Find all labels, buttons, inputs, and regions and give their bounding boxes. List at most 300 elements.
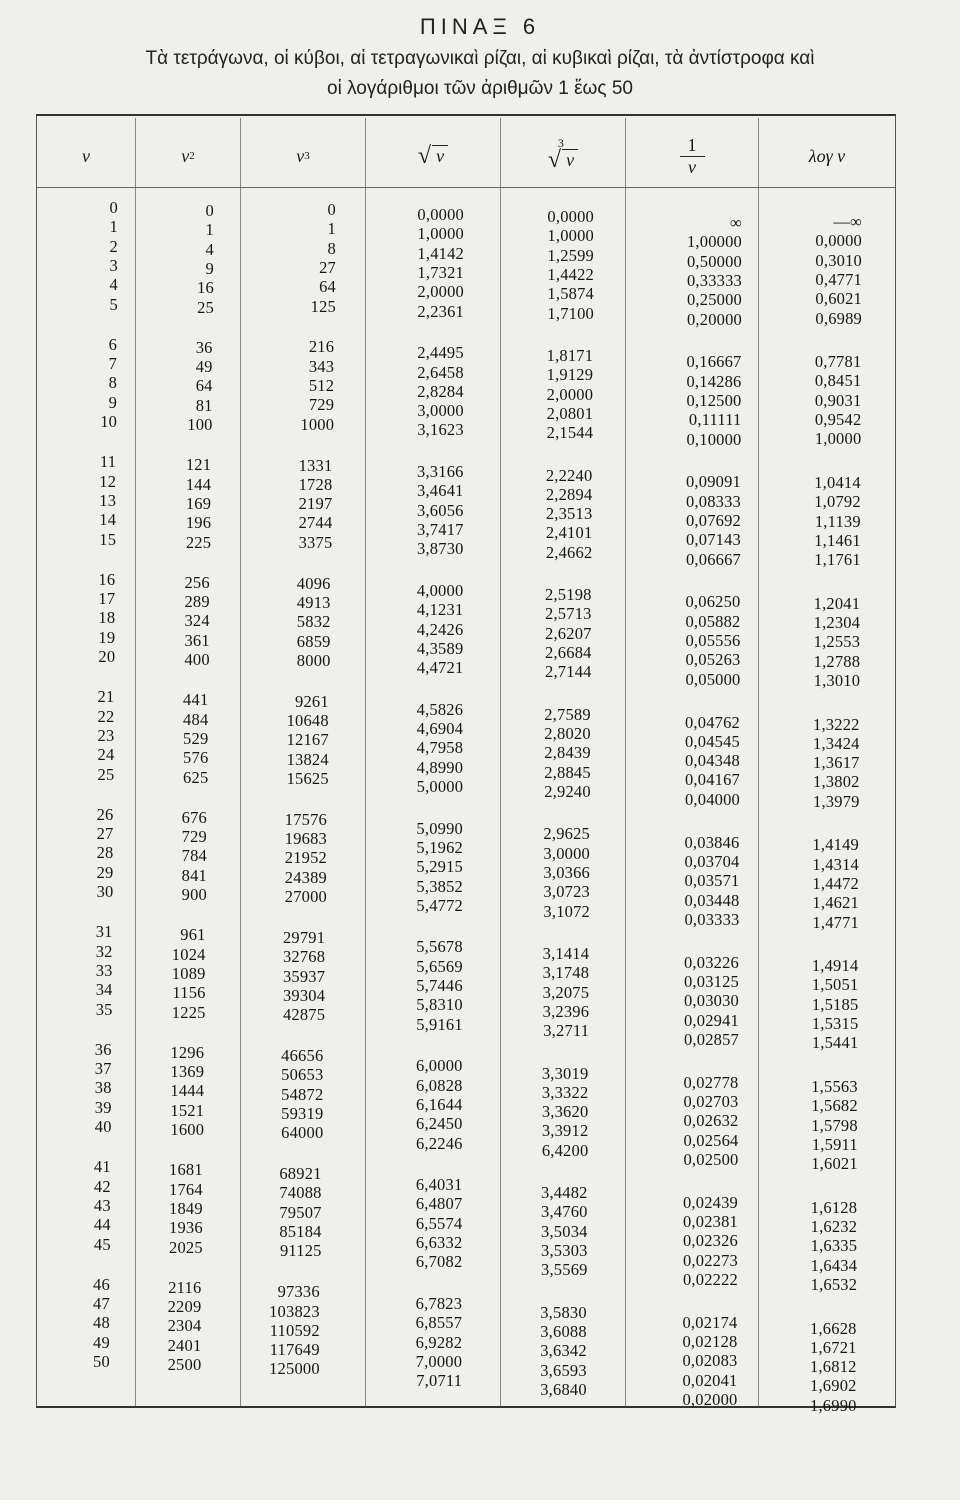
- cell-cube: 27: [319, 257, 336, 277]
- cell-n: 5: [109, 294, 118, 314]
- cell-logarithm: 0,9031: [814, 390, 862, 410]
- cell-square-root: 2,4495: [417, 343, 464, 363]
- cell-square: 729: [181, 827, 207, 847]
- cell-square: 9: [205, 258, 214, 278]
- cell-cube-root: 1,0000: [547, 226, 594, 246]
- cell-square-root: 6,1644: [416, 1094, 463, 1114]
- cell-square: 1521: [170, 1100, 205, 1120]
- cell-n: 27: [96, 824, 114, 844]
- cell-reciprocal: 0,06250: [685, 592, 741, 612]
- cell-square-root: 6,2246: [416, 1133, 463, 1153]
- cell-square-root: 4,3589: [416, 638, 464, 658]
- header-n-label: ν: [82, 145, 90, 166]
- column-divider: [500, 118, 501, 1406]
- cell-square: 49: [195, 357, 213, 377]
- header-n: [37, 126, 135, 186]
- cell-square: 25: [197, 297, 214, 317]
- cell-logarithm: 1,5441: [811, 1033, 859, 1053]
- cell-logarithm: 1,4472: [812, 873, 859, 893]
- cell-cube: 4913: [296, 592, 331, 612]
- cell-logarithm: 1,1461: [814, 530, 861, 550]
- cell-square: 289: [184, 592, 210, 612]
- cell-reciprocal: 0,07143: [685, 530, 741, 550]
- cell-cube-root: 3,5034: [541, 1221, 588, 1241]
- cell-n: 0: [109, 198, 118, 217]
- cell-square-root: 1,4142: [417, 243, 464, 263]
- cell-square-root: 6,8557: [415, 1313, 463, 1333]
- cell-square-root: 6,4807: [415, 1194, 463, 1214]
- cell-square: 625: [183, 767, 209, 787]
- cell-cube: 117649: [269, 1340, 320, 1360]
- cell-reciprocal: 0,02174: [682, 1312, 738, 1332]
- table-subtitle-line-1: Τὰ τετράγωνα, οἱ κύβοι, αἱ τετραγωνικαὶ ρίζαι, αἱ κυβικαὶ ρίζαι, τὰ ἀντίστροφα καὶ: [145, 48, 815, 69]
- cell-reciprocal: 0,04545: [684, 731, 740, 751]
- cell-logarithm: 1,6812: [810, 1357, 857, 1377]
- cell-square: 841: [181, 865, 207, 885]
- cell-cube-root: 1,9129: [546, 365, 594, 385]
- cell-cube: 19683: [284, 829, 327, 849]
- cell-reciprocal: 0,03846: [684, 832, 740, 852]
- cell-reciprocal: 0,25000: [686, 290, 742, 310]
- cell-n: 11: [99, 452, 117, 472]
- cell-cube: 2197: [298, 494, 333, 514]
- cell-logarithm: 1,3802: [813, 772, 860, 792]
- cell-square-root: 6,4031: [415, 1175, 463, 1195]
- cell-logarithm: 1,4914: [811, 956, 859, 976]
- cell-square: 784: [181, 846, 207, 866]
- cell-cube-root: 2,9625: [543, 824, 590, 844]
- cell-square-root: 3,3166: [417, 462, 464, 481]
- cell-square: 81: [195, 395, 213, 415]
- cell-cube-root: 3,4482: [541, 1183, 588, 1203]
- cell-n: 7: [108, 354, 118, 374]
- cell-cube: 46656: [281, 1046, 324, 1065]
- cell-n: 47: [93, 1294, 110, 1314]
- cell-reciprocal: 0,03448: [684, 890, 740, 910]
- cell-square: 484: [183, 709, 209, 729]
- cell-square-root: 4,0000: [416, 580, 464, 600]
- cell-reciprocal: 0,03333: [684, 909, 740, 929]
- cell-cube-root: 2,9240: [544, 781, 591, 801]
- header-square-base: ν: [181, 145, 190, 166]
- cell-n: 31: [95, 922, 113, 942]
- cell-cube: 1: [327, 219, 336, 239]
- cell-square-root: 3,4641: [417, 481, 464, 501]
- cell-n: 22: [97, 706, 115, 726]
- header-square: [136, 126, 240, 186]
- cell-logarithm: 1,1139: [814, 511, 861, 531]
- cell-n: 14: [99, 510, 117, 530]
- cell-logarithm: 1,3222: [813, 714, 860, 734]
- cell-square-root: 3,6056: [417, 500, 464, 520]
- cell-n: 9: [108, 392, 118, 412]
- cell-cube-root: 2,8845: [544, 762, 591, 782]
- cell-n: 45: [93, 1234, 111, 1254]
- cell-cube: 8000: [296, 650, 331, 670]
- cell-square-root: 1,0000: [417, 224, 464, 244]
- cell-square-root: 5,1962: [416, 837, 463, 857]
- cell-logarithm: 1,5911: [811, 1134, 858, 1154]
- cell-logarithm: 0,6989: [815, 308, 862, 328]
- cell-n: 30: [96, 882, 114, 901]
- header-reciprocal: [626, 126, 758, 186]
- cell-square: 0: [205, 201, 214, 220]
- cell-n: 34: [95, 980, 113, 1000]
- header-logarithm: [759, 126, 895, 186]
- cell-reciprocal: 0,05556: [685, 631, 741, 651]
- cell-cube-root: 2,0801: [546, 403, 594, 423]
- cell-square-root: 6,0828: [416, 1075, 463, 1095]
- cell-reciprocal: 0,03571: [684, 871, 740, 891]
- cell-cube-root: 2,2240: [545, 465, 593, 485]
- cell-logarithm: 1,5798: [811, 1115, 858, 1135]
- cell-logarithm: 1,0414: [814, 472, 861, 492]
- cell-n: 1: [109, 217, 118, 237]
- cell-square-root: 2,6458: [417, 362, 464, 382]
- cell-square: 1444: [170, 1081, 205, 1101]
- cell-square-root: 5,6569: [416, 956, 463, 976]
- cell-n: 39: [94, 1097, 112, 1117]
- cell-n: 50: [93, 1352, 110, 1371]
- cell-reciprocal: 0,03030: [683, 991, 739, 1011]
- cell-cube-root: 3,1748: [542, 963, 590, 983]
- cell-cube: 4096: [296, 573, 331, 593]
- cell-cube-root: 1,7100: [547, 303, 594, 323]
- cell-square-root: 7,0711: [416, 1371, 463, 1391]
- cell-reciprocal: 0,09091: [685, 472, 741, 492]
- cell-logarithm: 1,5563: [811, 1076, 858, 1096]
- cell-cube-root: 3,3620: [541, 1102, 589, 1122]
- cell-logarithm: 1,5315: [811, 1014, 859, 1033]
- header-logarithm-label: λογ ν: [808, 145, 846, 166]
- cell-reciprocal: 0,02500: [683, 1149, 739, 1169]
- cell-logarithm: 1,6721: [810, 1337, 857, 1357]
- cell-cube-root: 2,4662: [545, 542, 593, 562]
- cell-square: 1369: [170, 1062, 205, 1082]
- cell-cube-root: 1,2599: [547, 245, 594, 265]
- cell-cube-root: 3,0000: [543, 843, 590, 863]
- cell-reciprocal: ∞: [730, 213, 742, 232]
- cell-reciprocal: 0,05263: [685, 650, 741, 670]
- cell-cube: 110592: [269, 1320, 320, 1340]
- cell-cube: 39304: [282, 985, 326, 1005]
- cell-reciprocal: 0,11111: [688, 410, 742, 430]
- cell-logarithm: 0,3010: [815, 250, 862, 270]
- cell-square-root: 2,0000: [417, 282, 464, 302]
- cell-cube-root: 1,4422: [547, 264, 594, 284]
- cell-reciprocal: 0,02273: [682, 1250, 738, 1270]
- cell-reciprocal: 0,20000: [686, 309, 742, 329]
- cell-logarithm: 1,6628: [810, 1318, 857, 1338]
- cell-n: 48: [93, 1313, 110, 1333]
- cell-n: 12: [99, 471, 117, 491]
- cell-cube: 5832: [296, 612, 331, 632]
- cell-cube: 729: [308, 395, 335, 415]
- cell-logarithm: 1,6335: [810, 1236, 858, 1256]
- cell-cube: 512: [308, 376, 335, 395]
- cell-square: 1089: [171, 963, 206, 983]
- cell-n: 37: [94, 1059, 112, 1079]
- cell-cube-root: 2,3513: [545, 504, 593, 524]
- cell-square-root: 6,5574: [415, 1213, 463, 1233]
- cell-logarithm: 1,2553: [813, 632, 861, 652]
- cell-square: 1225: [171, 1002, 206, 1022]
- cell-n: 21: [97, 687, 115, 707]
- cell-reciprocal: 0,02632: [683, 1111, 739, 1131]
- cell-n: 20: [98, 647, 116, 666]
- cell-logarithm: 1,6128: [810, 1197, 858, 1217]
- cell-cube-root: 2,2894: [545, 484, 593, 504]
- cell-n: 33: [95, 960, 113, 980]
- cell-square-root: 3,0000: [417, 401, 464, 421]
- radical-sign-icon: √: [417, 142, 432, 169]
- cell-square-root: 3,1623: [417, 420, 464, 440]
- cell-cube-root: 2,1544: [546, 423, 594, 443]
- cell-n: 4: [109, 275, 118, 295]
- cell-cube: 35937: [282, 966, 326, 986]
- cell-logarithm: 1,3617: [813, 753, 860, 773]
- cell-square-root: 6,2450: [416, 1114, 463, 1134]
- cell-reciprocal: 0,03704: [684, 851, 740, 871]
- cell-cube: 97336: [277, 1282, 320, 1302]
- cell-reciprocal: 0,02703: [683, 1091, 739, 1111]
- cell-square-root: 5,0000: [416, 776, 464, 796]
- cell-logarithm: 0,8451: [814, 371, 862, 391]
- cell-n: 6: [108, 334, 118, 354]
- cell-n: 35: [95, 999, 113, 1019]
- cell-cube: 24389: [284, 867, 327, 887]
- cell-cube-root: 3,5569: [541, 1260, 588, 1280]
- cell-square-root: 6,9282: [415, 1332, 463, 1352]
- cell-n: 26: [96, 804, 114, 824]
- cell-cube-root: 3,3019: [541, 1063, 589, 1083]
- cell-reciprocal: 0,04167: [684, 770, 740, 790]
- cell-logarithm: 0,0000: [815, 231, 862, 251]
- cell-square: 169: [185, 493, 212, 513]
- cell-square: 2025: [169, 1237, 203, 1257]
- cell-n: 23: [97, 725, 115, 745]
- cell-n: 28: [96, 843, 114, 863]
- cell-cube: 2744: [298, 513, 333, 533]
- cell-n: 44: [93, 1215, 111, 1235]
- cell-logarithm: 0,4771: [815, 269, 862, 289]
- cell-cube-root: 2,7589: [544, 704, 591, 724]
- cell-logarithm: 1,5051: [811, 975, 859, 995]
- cell-n: 29: [96, 862, 114, 882]
- cell-square-root: 7,0000: [415, 1351, 463, 1371]
- cell-reciprocal: 0,50000: [686, 251, 742, 271]
- cell-logarithm: 1,6021: [811, 1154, 858, 1174]
- cell-logarithm: 1,4149: [812, 835, 859, 855]
- cell-square-root: 5,4772: [416, 895, 463, 915]
- header-cube-base: ν: [296, 145, 305, 166]
- cell-cube: 91125: [279, 1241, 322, 1261]
- cell-cube: 343: [308, 356, 335, 376]
- cell-reciprocal: 0,08333: [685, 491, 741, 511]
- cell-cube-root: 3,3322: [541, 1082, 589, 1102]
- header-cube-root-radicand: ν: [562, 149, 578, 171]
- cell-reciprocal: 0,02564: [683, 1130, 739, 1150]
- cell-cube: 125000: [269, 1359, 320, 1379]
- cell-square: 256: [184, 572, 210, 592]
- cell-cube-root: 2,6684: [545, 643, 592, 662]
- cell-cube: 74088: [279, 1183, 322, 1203]
- cell-cube: 79507: [279, 1202, 322, 1222]
- cell-cube: 54872: [281, 1084, 324, 1104]
- cell-n: 36: [94, 1039, 112, 1059]
- cell-cube-root: 3,2075: [542, 982, 590, 1002]
- math-table: [36, 114, 896, 1408]
- cell-square: 576: [183, 748, 209, 768]
- cell-reciprocal: 0,02326: [682, 1231, 738, 1251]
- cell-cube-root: 3,2396: [542, 1001, 590, 1021]
- cell-reciprocal: 0,02041: [682, 1370, 738, 1390]
- cell-square-root: 4,1231: [416, 600, 464, 620]
- cell-reciprocal: 0,02000: [682, 1390, 738, 1409]
- cell-logarithm: 0,9542: [814, 410, 862, 429]
- cell-square: 64: [195, 376, 213, 396]
- cell-cube-root: 3,3912: [541, 1121, 589, 1141]
- cell-square: 1600: [170, 1120, 205, 1139]
- cell-square: 2304: [167, 1316, 202, 1336]
- cell-cube: 13824: [286, 749, 329, 769]
- cell-n: 32: [95, 941, 113, 961]
- cell-cube-root: 1,8171: [546, 345, 594, 365]
- cell-n: 24: [97, 745, 115, 765]
- cell-logarithm: 1,3424: [813, 733, 860, 753]
- cell-reciprocal: 0,12500: [686, 390, 742, 410]
- cell-square-root: 6,7823: [415, 1294, 463, 1313]
- cell-cube: 6859: [296, 631, 331, 651]
- cell-reciprocal: 0,05882: [685, 611, 741, 631]
- cell-reciprocal: 0,02381: [682, 1212, 738, 1231]
- header-square-exponent: 2: [189, 150, 195, 162]
- cell-square-root: 3,8730: [417, 539, 464, 559]
- cell-square: 900: [181, 885, 207, 904]
- header-square-root-radicand: ν: [432, 145, 448, 167]
- cell-reciprocal: 0,02083: [682, 1351, 738, 1371]
- cell-reciprocal: 0,33333: [686, 270, 742, 290]
- cell-square: 144: [185, 474, 212, 494]
- cell-square: 2116: [168, 1277, 202, 1297]
- header-square-root: [366, 126, 500, 186]
- cell-square-root: 3,7417: [417, 519, 464, 539]
- cell-n: 46: [93, 1274, 110, 1294]
- cell-cube-root: 3,0723: [543, 882, 590, 902]
- header-reciprocal-denominator: ν: [688, 156, 696, 177]
- header-cube-root: [501, 126, 625, 186]
- header-cube-root-index: 3: [557, 135, 564, 150]
- cell-square-root: 4,6904: [416, 719, 464, 738]
- cell-logarithm: 1,4621: [812, 893, 859, 913]
- cell-reciprocal: 0,14286: [686, 371, 742, 391]
- cell-cube: 59319: [281, 1103, 324, 1123]
- column-divider: [365, 118, 366, 1406]
- cell-cube-root: 3,6593: [540, 1360, 587, 1380]
- cell-cube-root: 3,1414: [542, 943, 590, 963]
- cell-logarithm: 1,0792: [814, 492, 861, 512]
- cell-n: 15: [99, 529, 117, 549]
- cell-cube-root: 2,5713: [545, 604, 592, 624]
- cell-cube: 32768: [282, 947, 326, 967]
- cell-square: 1764: [169, 1179, 203, 1199]
- cell-square-root: 5,9161: [416, 1014, 463, 1034]
- cell-reciprocal: 0,02857: [683, 1029, 739, 1049]
- cell-cube-root: 2,8020: [544, 724, 591, 743]
- cell-n: 8: [108, 373, 118, 393]
- cell-square: 961: [180, 925, 206, 945]
- cell-square: 324: [184, 611, 210, 631]
- cell-n: 41: [93, 1157, 111, 1177]
- cell-cube: 103823: [269, 1301, 320, 1321]
- cell-square: 225: [185, 532, 212, 552]
- cell-square: 2209: [167, 1297, 202, 1317]
- cell-square: 441: [183, 690, 209, 710]
- cell-square: 1: [205, 220, 214, 240]
- cell-square-root: 6,6332: [415, 1233, 463, 1252]
- cell-reciprocal: 0,06667: [685, 549, 741, 569]
- cell-square-root: 4,5826: [416, 699, 464, 719]
- cell-n: 42: [93, 1176, 111, 1196]
- cell-reciprocal: 0,10000: [686, 429, 742, 449]
- cell-n: 3: [109, 255, 118, 275]
- column-divider: [758, 118, 759, 1406]
- cell-reciprocal: 0,05000: [685, 669, 741, 689]
- cell-cube-root: 3,5830: [540, 1302, 587, 1322]
- cell-cube-root: 3,5303: [541, 1241, 588, 1260]
- cell-cube-root: 3,2711: [543, 1021, 590, 1041]
- cell-square: 1681: [169, 1160, 203, 1180]
- cell-cube: 15625: [286, 768, 329, 788]
- cell-n: 49: [93, 1332, 110, 1352]
- cell-reciprocal: 0,03125: [683, 971, 739, 991]
- header-cube-exponent: 3: [304, 150, 310, 162]
- column-divider: [240, 118, 241, 1406]
- cell-square: 4: [205, 239, 214, 259]
- cell-logarithm: 1,1761: [814, 550, 861, 570]
- cell-square-root: 5,8310: [416, 995, 463, 1015]
- cell-cube: 9261: [295, 691, 329, 711]
- cell-logarithm: 1,2788: [813, 651, 861, 671]
- cell-reciprocal: 0,04762: [684, 712, 740, 732]
- cell-square-root: 4,2426: [416, 619, 464, 639]
- cell-square-root: 5,2915: [416, 857, 463, 877]
- cell-cube-root: 2,4101: [545, 523, 593, 543]
- cell-cube-root: 2,8439: [544, 743, 591, 763]
- cell-n: 13: [99, 490, 117, 510]
- cell-square: 1024: [171, 944, 206, 964]
- cell-reciprocal: 0,02222: [682, 1269, 738, 1289]
- cell-cube: 21952: [284, 848, 327, 868]
- cell-cube: 8: [327, 238, 336, 258]
- cell-logarithm: 1,5185: [811, 994, 859, 1014]
- header-cube: [241, 126, 365, 186]
- cell-cube: 12167: [286, 730, 329, 750]
- cell-cube: 64: [319, 277, 336, 297]
- cell-reciprocal: 0,04348: [684, 751, 740, 771]
- cell-logarithm: 1,6990: [810, 1395, 857, 1415]
- cell-square: 400: [184, 650, 210, 669]
- cell-n: 38: [94, 1078, 112, 1098]
- cell-reciprocal: 0,07692: [685, 511, 741, 530]
- cell-square-root: 5,5678: [416, 937, 463, 957]
- cell-square-root: 2,8284: [417, 381, 464, 401]
- cell-logarithm: 1,2304: [813, 613, 861, 632]
- cell-cube-root: 1,5874: [547, 284, 594, 304]
- cell-cube-root: 6,4200: [541, 1140, 589, 1160]
- cell-n: 16: [98, 569, 116, 589]
- table-title: ΠΙΝΑΞ 6: [419, 14, 541, 39]
